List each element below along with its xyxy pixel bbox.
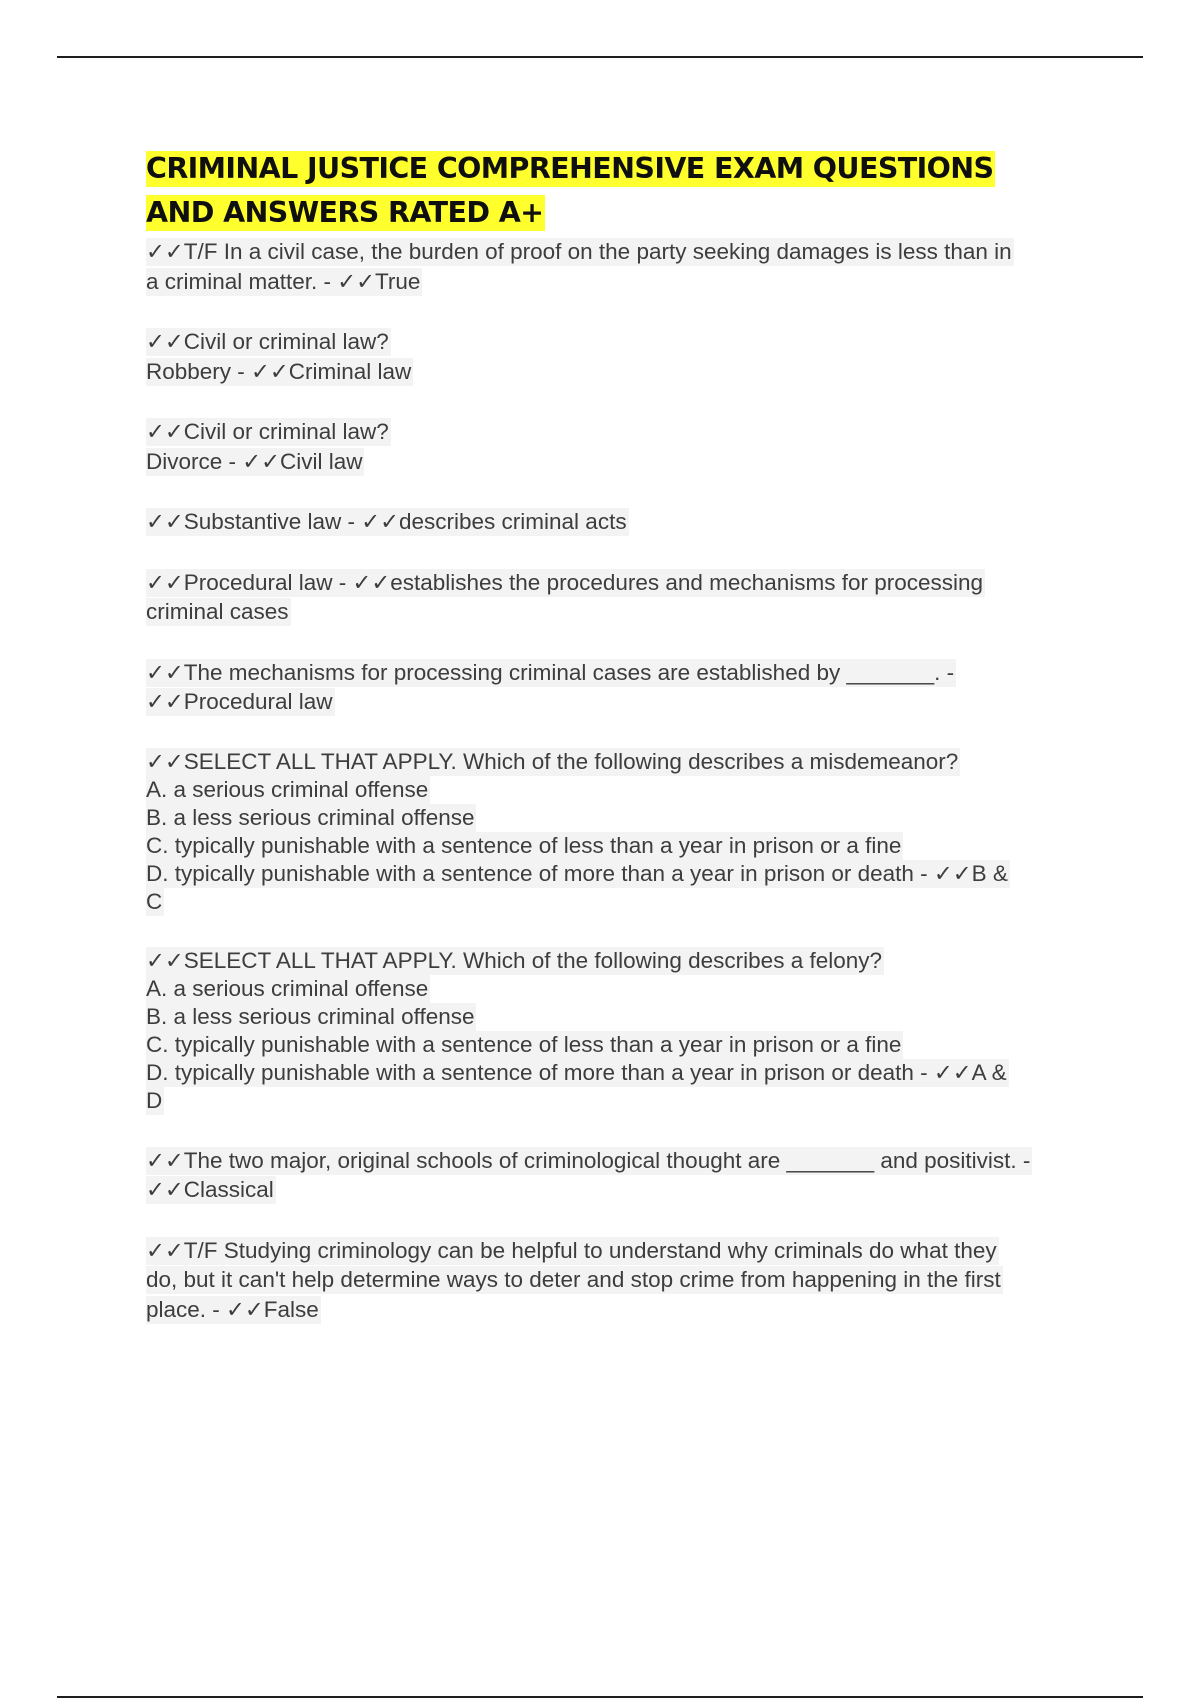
qa-text: ✓✓Civil or criminal law? xyxy=(146,419,389,444)
footer-rule xyxy=(57,1696,1143,1698)
qa-option: C. typically punishable with a sentence of less than a year in prison or a fine xyxy=(146,832,902,858)
qa-entry-8 xyxy=(146,947,1086,1115)
qa-text: ✓✓The mechanisms for processing criminal cases are established by _______. - xyxy=(146,659,955,685)
qa-entry-10 xyxy=(146,1236,1086,1325)
header-rule xyxy=(57,56,1143,58)
qa-entry-6 xyxy=(146,658,1086,717)
qa-text: C xyxy=(146,888,163,914)
qa-option: D. typically punishable with a sentence of more than a year in prison or death - ✓✓B & xyxy=(146,860,1008,886)
qa-entry-4 xyxy=(146,507,1086,537)
qa-option: B. a less serious criminal offense xyxy=(146,1003,475,1029)
qa-text: ✓✓T/F Studying criminology can be helpful to understand why criminals do what they xyxy=(146,1237,997,1263)
qa-option: A. a serious criminal offense xyxy=(146,776,429,802)
qa-text: do, but it can't help determine ways to deter and stop crime from happening in the first xyxy=(146,1267,1001,1292)
qa-text: ✓✓Procedural law - ✓✓establishes the procedures and mechanisms for processing xyxy=(146,569,984,595)
qa-text: ✓✓Procedural law xyxy=(146,689,333,714)
qa-text: ✓✓Substantive law - ✓✓describes criminal acts xyxy=(146,509,627,534)
qa-option: A. a serious criminal offense xyxy=(146,975,429,1001)
qa-text: criminal cases xyxy=(146,599,289,624)
qa-option: B. a less serious criminal offense xyxy=(146,804,475,830)
title-line-1: CRIMINAL JUSTICE COMPREHENSIVE EXAM QUESTIONS xyxy=(146,152,994,185)
qa-text: D xyxy=(146,1087,163,1113)
qa-text: ✓✓Classical xyxy=(146,1177,274,1202)
qa-text: ✓✓T/F In a civil case, the burden of proof on the party seeking damages is less than in xyxy=(146,239,1012,264)
qa-entry-5 xyxy=(146,568,1086,627)
qa-entry-7 xyxy=(146,748,1086,916)
qa-entry-9 xyxy=(146,1146,1086,1205)
qa-entry-2 xyxy=(146,327,1086,386)
qa-text: Robbery - ✓✓Criminal law xyxy=(146,358,412,384)
qa-option: C. typically punishable with a sentence of less than a year in prison or a fine xyxy=(146,1031,902,1057)
qa-text: ✓✓SELECT ALL THAT APPLY. Which of the following describes a felony? xyxy=(146,947,883,973)
qa-text: ✓✓SELECT ALL THAT APPLY. Which of the following describes a misdemeanor? xyxy=(146,748,959,774)
title-line-2: AND ANSWERS RATED A+ xyxy=(146,196,544,229)
qa-text: ✓✓The two major, original schools of criminological thought are _______ and positivist. - xyxy=(146,1147,1031,1173)
document-body xyxy=(146,147,1086,1355)
qa-text: place. - ✓✓False xyxy=(146,1296,319,1322)
document-title xyxy=(146,147,1086,235)
qa-entry-3 xyxy=(146,417,1086,476)
qa-option: D. typically punishable with a sentence of more than a year in prison or death - ✓✓A & xyxy=(146,1059,1007,1085)
qa-entry-1 xyxy=(146,237,1086,296)
qa-text: ✓✓Civil or criminal law? xyxy=(146,329,389,354)
qa-text: a criminal matter. - ✓✓True xyxy=(146,268,421,294)
qa-text: Divorce - ✓✓Civil law xyxy=(146,448,363,474)
